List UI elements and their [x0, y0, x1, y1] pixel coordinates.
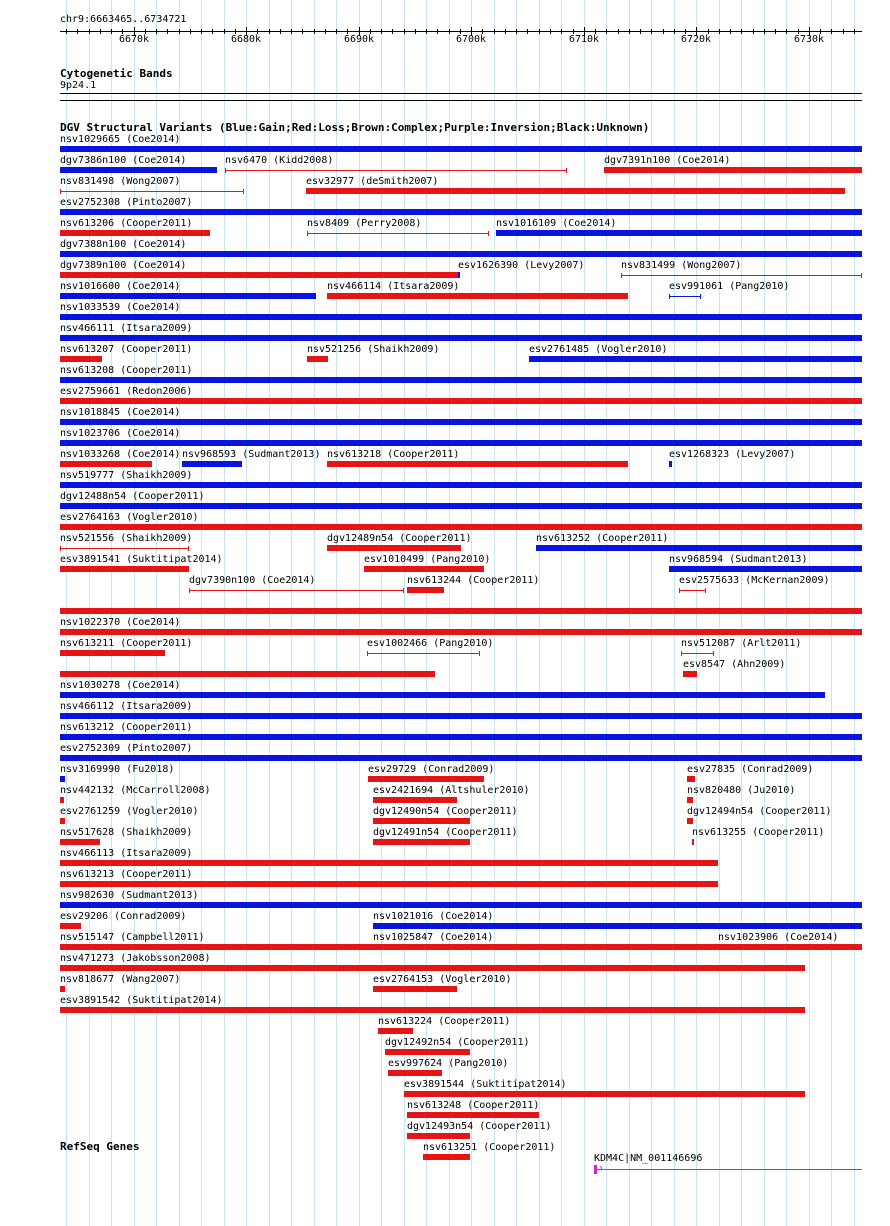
variant-end-cap — [681, 651, 682, 656]
variant-label[interactable]: nsv831498 (Wong2007) — [60, 176, 181, 187]
variant-label[interactable]: nsv613224 (Cooper2011) — [378, 1016, 511, 1027]
variant-label[interactable]: esv1268323 (Levy2007) — [669, 449, 796, 460]
loss-variant-bar[interactable] — [404, 1091, 805, 1097]
variant-label[interactable]: esv3891542 (Suktitipat2014) — [60, 995, 223, 1006]
variant-end-cap — [705, 588, 706, 593]
loss-variant-bar[interactable] — [373, 944, 643, 950]
ruler-minor-tick — [77, 29, 78, 34]
variant-label[interactable]: nsv968593 (Sudmant2013) — [182, 449, 321, 460]
ruler-minor-tick — [302, 29, 303, 34]
variant-label[interactable]: nsv521556 (Shaikh2009) — [60, 533, 193, 544]
loss-variant-bar[interactable] — [407, 1112, 539, 1118]
gain-variant-bar[interactable] — [60, 776, 65, 782]
cytoband-line-top — [60, 93, 862, 94]
variant-label[interactable]: esv2759661 (Redon2006) — [60, 386, 193, 397]
loss-variant-bar[interactable] — [60, 965, 805, 971]
ruler-minor-tick — [527, 29, 528, 34]
variant-label[interactable]: nsv613208 (Cooper2011) — [60, 365, 193, 376]
strand-arrow-icon: › — [598, 1163, 605, 1174]
ruler-minor-tick — [291, 29, 292, 34]
variant-label[interactable]: esv8547 (Ahn2009) — [683, 659, 786, 670]
variant-label[interactable]: esv29206 (Conrad2009) — [60, 911, 187, 922]
variant-line[interactable] — [307, 233, 489, 234]
ruler-minor-tick — [640, 29, 641, 34]
variant-label[interactable]: nsv1016600 (Coe2014) — [60, 281, 181, 292]
ruler-minor-tick — [663, 29, 664, 34]
gain-variant-bar[interactable] — [60, 251, 862, 257]
variant-end-cap — [700, 294, 701, 299]
variant-label[interactable]: nsv613244 (Cooper2011) — [407, 575, 540, 586]
variant-label[interactable]: nsv6470 (Kidd2008) — [225, 155, 334, 166]
gain-variant-bar[interactable] — [60, 755, 862, 761]
gain-variant-bar[interactable] — [529, 356, 862, 362]
ruler-tick-label: 6720k — [680, 34, 712, 45]
variant-line[interactable] — [189, 590, 404, 591]
ruler-minor-tick — [786, 29, 787, 34]
variant-label[interactable]: nsv1016109 (Coe2014) — [496, 218, 617, 229]
variant-label[interactable]: esv1002466 (Pang2010) — [367, 638, 494, 649]
variant-label[interactable]: nsv466114 (Itsara2009) — [327, 281, 460, 292]
dgv-track-title[interactable]: DGV Structural Variants (Blue:Gain;Red:Loss;Brown:Complex;Purple:Inversion;Black:Unknown) — [60, 121, 650, 134]
ruler-minor-tick — [392, 29, 393, 34]
cytoband-label: 9p24.1 — [60, 80, 97, 91]
ruler-minor-tick — [674, 29, 675, 34]
variant-label[interactable]: nsv466112 (Itsara2009) — [60, 701, 193, 712]
gain-variant-bar[interactable] — [669, 461, 672, 467]
variant-label[interactable]: nsv1022370 (Coe2014) — [60, 617, 181, 628]
gain-variant-bar[interactable] — [60, 713, 862, 719]
loss-variant-bar[interactable] — [327, 293, 628, 299]
loss-variant-bar[interactable] — [604, 167, 862, 173]
variant-line[interactable] — [681, 653, 714, 654]
variant-label[interactable]: nsv512087 (Arlt2011) — [681, 638, 802, 649]
variant-end-cap — [861, 273, 862, 278]
loss-variant-bar[interactable] — [60, 860, 718, 866]
variant-end-cap — [307, 231, 308, 236]
ruler-minor-tick — [505, 29, 506, 34]
ruler-minor-tick — [831, 29, 832, 34]
gain-variant-bar[interactable] — [60, 482, 862, 488]
variant-label[interactable]: esv32977 (deSmith2007) — [306, 176, 439, 187]
gain-variant-bar[interactable] — [60, 902, 862, 908]
loss-variant-bar[interactable] — [327, 461, 628, 467]
variant-label[interactable]: nsv613251 (Cooper2011) — [423, 1142, 556, 1153]
variant-label[interactable]: esv2764153 (Vogler2010) — [373, 974, 512, 985]
loss-variant-bar[interactable] — [687, 797, 693, 803]
variant-label[interactable]: esv2761485 (Vogler2010) — [529, 344, 668, 355]
ruler-minor-tick — [730, 29, 731, 34]
variant-end-cap — [621, 273, 622, 278]
variant-label[interactable]: dgv12493n54 (Cooper2011) — [407, 1121, 552, 1132]
variant-line[interactable] — [367, 653, 480, 654]
variant-label[interactable]: nsv1029665 (Coe2014) — [60, 134, 181, 145]
variant-line[interactable] — [679, 590, 706, 591]
variant-label[interactable]: esv1010499 (Pang2010) — [364, 554, 491, 565]
variant-label[interactable]: dgv12488n54 (Cooper2011) — [60, 491, 205, 502]
ruler-minor-tick — [179, 29, 180, 34]
gain-variant-bar[interactable] — [60, 734, 862, 740]
ruler-minor-tick — [325, 29, 326, 34]
gain-variant-bar[interactable] — [373, 923, 862, 929]
ruler-minor-tick — [854, 29, 855, 34]
ruler-minor-tick — [89, 29, 90, 34]
ruler-minor-tick — [516, 29, 517, 34]
variant-label[interactable]: esv2761259 (Vogler2010) — [60, 806, 199, 817]
variant-line[interactable] — [60, 191, 244, 192]
variant-label[interactable]: nsv820480 (Ju2010) — [687, 785, 796, 796]
ruler-tick-label: 6680k — [230, 34, 262, 45]
variant-label[interactable]: esv2575633 (McKernan2009) — [679, 575, 830, 586]
variant-end-cap — [60, 546, 61, 551]
variant-line[interactable] — [225, 170, 567, 171]
loss-variant-bar[interactable] — [683, 671, 697, 677]
ruler-minor-tick — [741, 29, 742, 34]
ruler-minor-tick — [618, 29, 619, 34]
variant-label[interactable]: nsv613248 (Cooper2011) — [407, 1100, 540, 1111]
ruler-minor-tick — [561, 29, 562, 34]
ruler-minor-tick — [764, 29, 765, 34]
loss-variant-bar[interactable] — [373, 797, 457, 803]
variant-label[interactable]: dgv12489n54 (Cooper2011) — [327, 533, 472, 544]
variant-label[interactable]: nsv613213 (Cooper2011) — [60, 869, 193, 880]
loss-variant-bar[interactable] — [423, 1154, 470, 1160]
loss-variant-bar[interactable] — [60, 881, 718, 887]
ruler-minor-tick — [100, 29, 101, 34]
ruler-minor-tick — [606, 29, 607, 34]
loss-variant-bar[interactable] — [327, 545, 461, 551]
variant-label[interactable]: nsv1030278 (Coe2014) — [60, 680, 181, 691]
loss-variant-bar[interactable] — [718, 944, 862, 950]
variant-label[interactable]: nsv8409 (Perry2008) — [307, 218, 422, 229]
variant-label[interactable]: nsv471273 (Jakobsson2008) — [60, 953, 211, 964]
variant-end-cap — [713, 651, 714, 656]
variant-label[interactable]: nsv3169990 (Fu2018) — [60, 764, 175, 775]
loss-variant-bar[interactable] — [373, 818, 470, 824]
variant-label[interactable]: nsv466111 (Itsara2009) — [60, 323, 193, 334]
ruler-minor-tick — [336, 29, 337, 34]
ruler-minor-tick — [314, 29, 315, 34]
ruler-minor-tick — [201, 29, 202, 34]
variant-label[interactable]: esv1626390 (Levy2007) — [458, 260, 585, 271]
variant-end-cap — [479, 651, 480, 656]
variant-line[interactable] — [621, 275, 862, 276]
variant-end-cap — [60, 189, 61, 194]
loss-variant-bar[interactable] — [60, 923, 81, 929]
ruler-minor-tick — [212, 29, 213, 34]
loss-variant-bar[interactable] — [60, 650, 165, 656]
gain-variant-bar[interactable] — [669, 566, 862, 572]
variant-label[interactable]: nsv1021016 (Coe2014) — [373, 911, 494, 922]
variant-label[interactable]: nsv818677 (Wang2007) — [60, 974, 181, 985]
variant-label[interactable]: esv2421694 (Altshuler2010) — [373, 785, 530, 796]
loss-variant-bar[interactable] — [692, 839, 694, 845]
variant-label[interactable]: dgv12492n54 (Cooper2011) — [385, 1037, 530, 1048]
variant-label[interactable]: nsv613211 (Cooper2011) — [60, 638, 193, 649]
ruler-minor-tick — [775, 29, 776, 34]
gain-variant-bar[interactable] — [60, 440, 862, 446]
variant-end-cap — [488, 231, 489, 236]
variant-label[interactable]: nsv519777 (Shaikh2009) — [60, 470, 193, 481]
loss-variant-bar[interactable] — [60, 272, 458, 278]
loss-variant-bar[interactable] — [407, 587, 444, 593]
variant-end-cap — [188, 546, 189, 551]
ruler-minor-tick — [381, 29, 382, 34]
variant-end-cap — [189, 588, 190, 593]
loss-variant-bar[interactable] — [60, 608, 862, 614]
loss-variant-bar[interactable] — [60, 461, 152, 467]
ruler-minor-tick — [156, 29, 157, 34]
variant-label[interactable]: dgv12491n54 (Cooper2011) — [373, 827, 518, 838]
ruler-minor-tick — [494, 29, 495, 34]
variant-label[interactable]: dgv12490n54 (Cooper2011) — [373, 806, 518, 817]
variant-label[interactable]: nsv613212 (Cooper2011) — [60, 722, 193, 733]
variant-label[interactable]: nsv613252 (Cooper2011) — [536, 533, 669, 544]
variant-label[interactable]: esv991061 (Pang2010) — [669, 281, 790, 292]
variant-label[interactable]: esv2752308 (Pinto2007) — [60, 197, 193, 208]
gain-variant-bar[interactable] — [60, 692, 825, 698]
loss-variant-bar[interactable] — [60, 671, 435, 677]
gain-variant-bar[interactable] — [496, 230, 862, 236]
variant-label[interactable]: nsv1023706 (Coe2014) — [60, 428, 181, 439]
variant-label[interactable]: nsv613255 (Cooper2011) — [692, 827, 825, 838]
loss-variant-bar[interactable] — [60, 524, 862, 530]
loss-variant-bar[interactable] — [687, 818, 693, 824]
gain-variant-bar[interactable] — [458, 272, 460, 278]
variant-end-cap — [243, 189, 244, 194]
gain-variant-bar[interactable] — [60, 335, 862, 341]
variant-label[interactable]: nsv613207 (Cooper2011) — [60, 344, 193, 355]
variant-label[interactable]: nsv613218 (Cooper2011) — [327, 449, 460, 460]
variant-label[interactable]: nsv1018845 (Coe2014) — [60, 407, 181, 418]
variant-label[interactable]: dgv7388n100 (Coe2014) — [60, 239, 187, 250]
loss-variant-bar[interactable] — [378, 1028, 413, 1034]
refseq-track-title[interactable]: RefSeq Genes — [60, 1140, 140, 1153]
variant-label[interactable]: dgv7391n100 (Coe2014) — [604, 155, 731, 166]
ruler-minor-tick — [66, 29, 67, 34]
variant-end-cap — [367, 651, 368, 656]
loss-variant-bar[interactable] — [385, 1049, 470, 1055]
loss-variant-bar[interactable] — [60, 818, 65, 824]
ruler-minor-tick — [753, 29, 754, 34]
gain-variant-bar[interactable] — [60, 209, 862, 215]
variant-label[interactable]: esv2764163 (Vogler2010) — [60, 512, 199, 523]
loss-variant-bar[interactable] — [373, 839, 470, 845]
ruler-minor-tick — [539, 29, 540, 34]
variant-label[interactable]: nsv982630 (Sudmant2013) — [60, 890, 199, 901]
cytoband-line-bottom — [60, 100, 862, 101]
gain-variant-bar[interactable] — [60, 419, 862, 425]
loss-variant-bar[interactable] — [407, 1133, 470, 1139]
variant-label[interactable]: nsv968594 (Sudmant2013) — [669, 554, 808, 565]
loss-variant-bar[interactable] — [60, 629, 862, 635]
gene-intron-line — [594, 1169, 862, 1170]
ruler-minor-tick — [111, 29, 112, 34]
ruler-minor-tick — [426, 29, 427, 34]
loss-variant-bar[interactable] — [60, 1007, 805, 1013]
ruler-minor-tick — [167, 29, 168, 34]
loss-variant-bar[interactable] — [373, 986, 457, 992]
variant-label[interactable]: dgv7390n100 (Coe2014) — [189, 575, 316, 586]
ruler-minor-tick — [190, 29, 191, 34]
variant-label[interactable]: nsv442132 (McCarroll2008) — [60, 785, 211, 796]
ruler-minor-tick — [843, 29, 844, 34]
variant-label[interactable]: nsv466113 (Itsara2009) — [60, 848, 193, 859]
variant-label[interactable]: esv3891544 (Suktitipat2014) — [404, 1079, 567, 1090]
loss-variant-bar[interactable] — [307, 356, 328, 362]
coordinate-label: chr9:6663465..6734721 — [60, 14, 187, 25]
variant-label[interactable]: dgv7389n100 (Coe2014) — [60, 260, 187, 271]
variant-label[interactable]: nsv1033268 (Coe2014) — [60, 449, 181, 460]
loss-variant-bar[interactable] — [60, 566, 189, 572]
ruler-minor-tick — [629, 29, 630, 34]
variant-label[interactable]: dgv7386n100 (Coe2014) — [60, 155, 187, 166]
ruler-minor-tick — [719, 29, 720, 34]
loss-variant-bar[interactable] — [60, 797, 64, 803]
gain-variant-bar[interactable] — [60, 293, 316, 299]
variant-label[interactable]: nsv517628 (Shaikh2009) — [60, 827, 193, 838]
gain-variant-bar[interactable] — [60, 167, 217, 173]
loss-variant-bar[interactable] — [60, 356, 102, 362]
gain-variant-bar[interactable] — [60, 314, 862, 320]
ruler-minor-tick — [449, 29, 450, 34]
variant-label[interactable]: esv2752309 (Pinto2007) — [60, 743, 193, 754]
loss-variant-bar[interactable] — [364, 566, 484, 572]
ruler-minor-tick — [437, 29, 438, 34]
loss-variant-bar[interactable] — [60, 398, 862, 404]
ruler-minor-tick — [404, 29, 405, 34]
variant-label[interactable]: nsv515147 (Campbell2011) — [60, 932, 205, 943]
variant-line[interactable] — [60, 548, 189, 549]
ruler-minor-tick — [224, 29, 225, 34]
gain-variant-bar[interactable] — [60, 377, 862, 383]
ruler-tick-label: 6710k — [568, 34, 600, 45]
ruler-tick-label: 6730k — [793, 34, 825, 45]
gene-label[interactable]: KDM4C|NM_001146696 — [594, 1153, 703, 1164]
ruler-tick-label: 6690k — [343, 34, 375, 45]
variant-end-cap — [669, 294, 670, 299]
variant-line[interactable] — [669, 296, 701, 297]
cytoband-track-title[interactable]: Cytogenetic Bands — [60, 67, 173, 80]
variant-label[interactable]: nsv1033539 (Coe2014) — [60, 302, 181, 313]
loss-variant-bar[interactable] — [388, 1070, 442, 1076]
loss-variant-bar[interactable] — [687, 776, 695, 782]
variant-label[interactable]: esv3891541 (Suktitipat2014) — [60, 554, 223, 565]
variant-end-cap — [225, 168, 226, 173]
gain-variant-bar[interactable] — [182, 461, 242, 467]
ruler-minor-tick — [550, 29, 551, 34]
gene-exon — [594, 1165, 597, 1174]
variant-end-cap — [566, 168, 567, 173]
loss-variant-bar[interactable] — [60, 986, 65, 992]
loss-variant-bar[interactable] — [60, 230, 210, 236]
variant-end-cap — [403, 588, 404, 593]
variant-end-cap — [679, 588, 680, 593]
ruler-minor-tick — [651, 29, 652, 34]
variant-label[interactable]: esv27835 (Conrad2009) — [687, 764, 814, 775]
loss-variant-bar[interactable] — [368, 776, 484, 782]
ruler-minor-tick — [280, 29, 281, 34]
ruler-minor-tick — [269, 29, 270, 34]
ruler-tick-label: 6700k — [455, 34, 487, 45]
variant-label[interactable]: nsv521256 (Shaikh2009) — [307, 344, 440, 355]
variant-label[interactable]: esv29729 (Conrad2009) — [368, 764, 495, 775]
variant-label[interactable]: nsv831499 (Wong2007) — [621, 260, 742, 271]
loss-variant-bar[interactable] — [60, 839, 100, 845]
variant-label[interactable]: dgv12494n54 (Cooper2011) — [687, 806, 832, 817]
variant-label[interactable]: nsv613206 (Cooper2011) — [60, 218, 193, 229]
ruler-tick-label: 6670k — [118, 34, 150, 45]
gain-variant-bar[interactable] — [60, 146, 862, 152]
loss-variant-bar[interactable] — [306, 188, 845, 194]
gain-variant-bar[interactable] — [60, 503, 862, 509]
variant-label[interactable]: nsv1023906 (Coe2014) — [718, 932, 839, 943]
variant-label[interactable]: nsv1025847 (Coe2014) — [373, 932, 494, 943]
gain-variant-bar[interactable] — [536, 545, 862, 551]
ruler-minor-tick — [415, 29, 416, 34]
variant-label[interactable]: esv997624 (Pang2010) — [388, 1058, 509, 1069]
